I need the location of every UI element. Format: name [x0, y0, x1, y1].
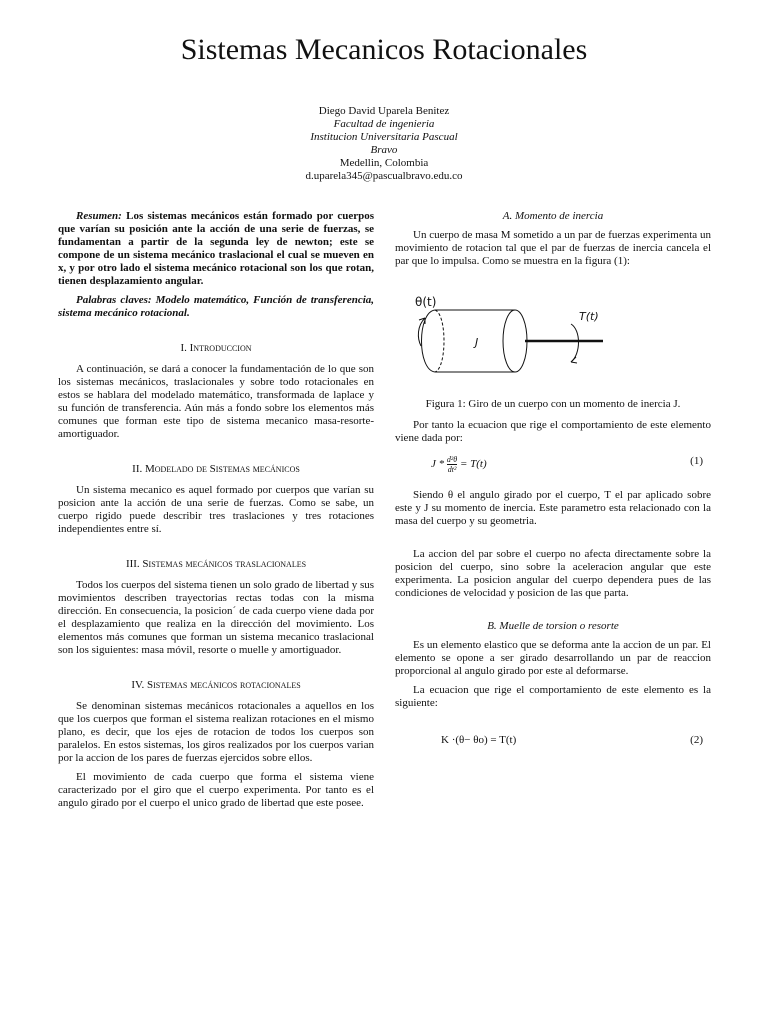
equation-1: [395, 451, 711, 477]
right-column: [395, 210, 711, 760]
theta-label: θ(t): [415, 295, 437, 309]
author-city: Medellin, Colombia: [339, 157, 429, 169]
section-4-paragraph-1: Se denominan sistemas mecánicos rotacionales a aquellos en los que los cuerpos que forman el sistema realizan rotaciones en el mismo plano, es decir, que los ejes de rotacion de todos los cuerpos son paralelos. En estos sistemas, los giros realizados por los cuerpos varian por la accion de los pares de fuerzas ejercidos sobre ellos.: [58, 700, 374, 764]
section-2-paragraph: Un sistema mecanico es aquel formado por cuerpos que varían su posicion ante la acción de una serie de fuerzas. Como se sabe, un cuerpo rigido puede describir tres traslaciones y tres rotaciones independientes entre sí.: [58, 484, 374, 535]
equation-1-fraction: [447, 455, 457, 474]
rotating-cylinder-diagram: [395, 284, 711, 388]
author-email[interactable]: d.uparela345@pascualbravo.edu.co: [305, 170, 463, 182]
left-column: [58, 210, 374, 816]
inertia-label: J: [475, 336, 479, 349]
equation-1-denominator: dt²: [447, 465, 457, 474]
section-2-heading: II. Modelado de Sistemas mecánicos: [132, 463, 300, 475]
paper-title: Sistemas Mecanicos Rotacionales: [180, 33, 588, 66]
subsection-b-heading: B. Muelle de torsion o resorte: [487, 620, 619, 632]
section-4-paragraph-2: El movimiento de cada cuerpo que forma el sistema viene caracterizado por el giro que el cuerpo experimenta. Por tanto es el angulo girado por el cuerpo el unico grado de libertad que este posee.: [58, 771, 374, 809]
equation-1-lhs: J *: [431, 458, 445, 471]
author-institution-cont: Bravo: [370, 144, 398, 156]
equation-2-number: (2): [690, 734, 703, 746]
equation-1-numerator: d²θ: [446, 455, 458, 464]
subsection-a-paragraph-1: Un cuerpo de masa M sometido a un par de fuerzas experimenta un movimiento de rotacion tal que el par de fuerzas de inercia cancela el par que lo impulsa. Como se muestra en la figura (1):: [395, 229, 711, 267]
section-3-paragraph: Todos los cuerpos del sistema tienen un solo grado de libertad y sus movimientos describen trayectorias rectas todas con la misma dirección. En consecuencia, la posicion´ de cada cuerpo viene dada por el desplazamiento que realiza en la dirección del movimiento. Los elementos más comunes que forman un sistema mecanico traslacional son los siguientes: masa móvil, resorte o muelle y amortiguador.: [58, 579, 375, 656]
equation-1-expression: [431, 455, 487, 474]
section-3-heading: III. Sistemas mecánicos traslacionales: [125, 558, 307, 570]
equation-2-expression: K ·(θ− θo) = T(t): [441, 734, 517, 746]
section-1-paragraph: A continuación, se dará a conocer la fundamentación de lo que son los sistemas mecánicos, traslacionales y sobre todo rotacionales en estos se hablara del modelado matemático, transformada de laplace y su función de transferencia. Aún más a fondo sobre los elementos más comunes que forman este tipo de sistema mecanico masa-resorte-amortiguador.: [58, 363, 374, 440]
abstract-text: Los sistemas mecánicos están formado por cuerpos que varían su posición ante la acción de una serie de fuerzas, se fundamentan a partir de la segunda ley de newton; este se compone de un sistema mecánico traslacional el cual se mueven en x, y por otro lado el sistema mecánico rotacional son los que rotan, tienen desplazamiento angular.: [58, 210, 374, 287]
abstract-label: Resumen:: [76, 210, 122, 222]
subsection-a-paragraph-3: Siendo θ el angulo girado por el cuerpo, T el par aplicado sobre este y J su momento de inercia. Este parametro esta relacionado con la masa del cuerpo y su geometria.: [395, 489, 711, 527]
figure-1: [395, 284, 711, 388]
torque-label: T(t): [579, 310, 599, 323]
subsection-a-paragraph-2: Por tanto la ecuacion que rige el comportamiento de este elemento viene dada por:: [395, 419, 711, 444]
author-name: Diego David Uparela Benitez: [318, 105, 450, 117]
keywords-label: Palabras claves:: [76, 294, 152, 306]
equation-1-rhs: = T(t): [459, 458, 487, 471]
author-block: [234, 105, 534, 183]
figure-1-caption: Figura 1: Giro de un cuerpo con un momento de inercia J.: [425, 398, 681, 410]
subsection-b-paragraph-2: La ecuacion que rige el comportamiento de este elemento es la siguiente:: [395, 684, 711, 709]
equation-2: [395, 730, 711, 750]
keywords-text: Modelo matemático, Función de transferencia, sistema mecánico rotacional.: [58, 294, 375, 319]
subsection-a-heading: A. Momento de inercia: [502, 210, 604, 222]
section-4-heading: IV. Sistemas mecánicos rotacionales: [131, 679, 301, 691]
author-faculty: Facultad de ingenieria: [333, 118, 435, 130]
abstract: [58, 210, 374, 288]
keywords: [58, 294, 374, 320]
author-institution: Institucion Universitaria Pascual: [310, 131, 458, 143]
equation-1-number: (1): [690, 455, 703, 467]
subsection-b-paragraph-1: Es un elemento elastico que se deforma ante la accion de un par. El elemento se opone a ser girado desarrollando un par de reaccion proporcional al angulo girado por este al deformarse.: [395, 639, 711, 677]
section-1-heading: I. Introduccion: [180, 342, 252, 354]
subsection-a-paragraph-4: La accion del par sobre el cuerpo no afecta directamente sobre la posicion del cuerpo, sino sobre la aceleracion angular que este experimenta. La posicion angular del cuerpo dependera pues de las condiciones de velocidad y posicion de las que parta.: [395, 548, 711, 599]
